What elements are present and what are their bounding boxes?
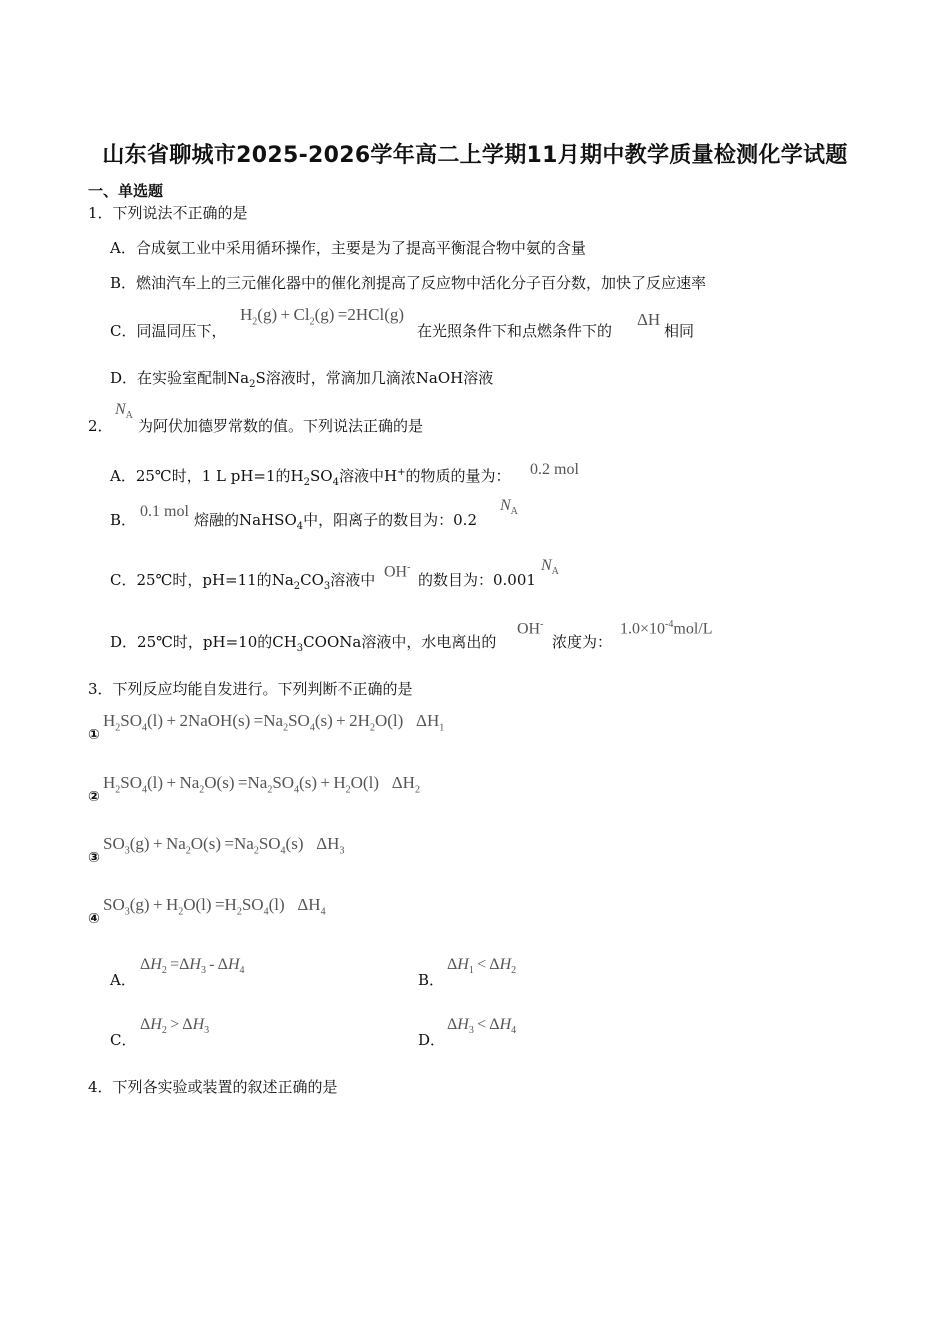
- q2c-post: 的数目为：0.001: [418, 571, 536, 589]
- reaction-2: $H_2SO_4(l) + Na_2O(s) =Na_2SO_4(s) + H_2O(l)$ $\Delta H_2$: [103, 773, 420, 796]
- q2d-coef: 1.0×10: [620, 620, 666, 638]
- q2b-value: 0.1 mol: [140, 503, 189, 520]
- q2d-middle: 溶液中，水电离出的: [361, 633, 497, 651]
- reaction-marker-2: ②: [88, 789, 100, 805]
- option-d-text: D．在实验室配制: [110, 369, 228, 387]
- delta-h-symbol: ΔH: [637, 310, 661, 329]
- question-2-option-a: A．25℃时，1 L pH=1的$H_2SO_4$溶液中H+的物质的量为：: [110, 467, 511, 488]
- q2d-exp: -4: [665, 619, 674, 630]
- q2a-value: 0.2 mol: [530, 461, 579, 478]
- question-2-option-d: D．25℃时，pH=10的$CH_3COONa$溶液中，水电离出的: [110, 633, 497, 654]
- q2d-text: D．25℃时，pH=10的: [110, 633, 273, 651]
- q2c-text: C．25℃时，pH=11的: [110, 571, 272, 589]
- option-c-end: 相同: [664, 322, 695, 340]
- question-2-option-b: B．: [110, 511, 137, 529]
- option-c-text: C．同温同压下，: [110, 322, 227, 340]
- q2a-post: 的物质的量为：: [405, 467, 511, 485]
- section-heading: 一、单选题: [88, 182, 164, 200]
- question-1-option-b: B．燃油汽车上的三元催化器中的催化剂提高了反应物中活化分子百分数，加快了反应速率: [110, 274, 707, 292]
- reaction-marker-3: ③: [88, 850, 100, 866]
- option-d-end: 溶液: [463, 369, 494, 387]
- q2a-text: A．25℃时，1 L pH=1的: [110, 467, 291, 485]
- q2b-middle: 熔融的: [194, 511, 240, 529]
- q2d-post: 浓度为：: [552, 633, 613, 651]
- oh-ion-d: OH-: [517, 619, 544, 638]
- question-2-option-c: C．25℃时，pH=11的$Na_2CO_3$溶液中: [110, 571, 376, 592]
- q2b-text: 熔融的NaHSO$_4$中，阳离子的数目为：0.2: [194, 511, 477, 532]
- oh-ion: OH-: [384, 562, 411, 581]
- na-symbol-b: $N_A$: [500, 497, 518, 518]
- q2a-middle: 溶液中: [338, 467, 384, 485]
- reaction-3: $SO_3(g) + Na_2O(s) =Na_2SO_4(s)$ $\Delta H_3$: [103, 834, 345, 857]
- na-symbol: $N_A$: [115, 401, 133, 422]
- na-symbol-c: $N_A$: [541, 557, 559, 578]
- reaction-4: $SO_3(g) + H_2O(l) =H_2SO_4(l)$ $\Delta H_4$: [103, 895, 326, 918]
- reaction-marker-1: ①: [88, 727, 100, 743]
- q2d-value: [620, 619, 712, 638]
- question-1-stem: 1．下列说法不正确的是: [88, 204, 248, 222]
- question-1-option-a: A．合成氨工业中采用循环操作，主要是为了提高平衡混合物中氨的含量: [110, 239, 586, 257]
- q3-option-d-expr: $\Delta H_3 < \Delta H_4$: [447, 1016, 517, 1037]
- q3-option-c-label: C．: [110, 1031, 137, 1049]
- q3-option-a-label: A．: [110, 971, 136, 989]
- question-4-stem: 4．下列各实验或装置的叙述正确的是: [88, 1078, 338, 1096]
- q2d-unit: mol/L: [673, 620, 713, 638]
- question-2-stem: 为阿伏加德罗常数的值。下列说法正确的是: [138, 417, 424, 435]
- q3-option-a-expr: $\Delta H_2 =\Delta H_3 - \Delta H_4$: [140, 956, 245, 977]
- reaction-1: $H_2SO_4(l)$ + 2NaOH(s) $=Na_2SO_4(s) + 2H_2O(l)$ $\Delta H_1$: [103, 711, 445, 734]
- q3-option-b-expr: $\Delta H_1 < \Delta H_2$: [447, 956, 517, 977]
- question-3-stem: 3．下列反应均能自发进行。下列判断不正确的是: [88, 680, 413, 698]
- q3-option-b-label: B．: [418, 971, 445, 989]
- q3-option-c-expr: $\Delta H_2 > \Delta H_3$: [140, 1016, 210, 1037]
- question-2-number: 2．: [88, 417, 113, 435]
- q3-option-d-label: D．: [418, 1031, 446, 1049]
- q2c-middle: 溶液中: [330, 571, 376, 589]
- question-1-option-d: D．在实验室配制$Na_2S$溶液时，常滴加几滴浓NaOH溶液: [110, 369, 494, 390]
- option-c-middle: 在光照条件下和点燃条件下的: [417, 322, 613, 340]
- option-d-middle: 溶液时，常滴加几滴浓: [265, 369, 416, 387]
- equation-h2-cl2: $H_2(g) + Cl_2(g) =2HCl(g)$: [240, 305, 405, 328]
- page-title: 山东省聊城市2025-2026学年高二上学期11月期中教学质量检测化学试题: [102, 143, 848, 168]
- question-1-option-c: [110, 321, 226, 341]
- reaction-marker-4: ④: [88, 911, 100, 927]
- q2b-post: 中，阳离子的数目为：0.2: [303, 511, 477, 529]
